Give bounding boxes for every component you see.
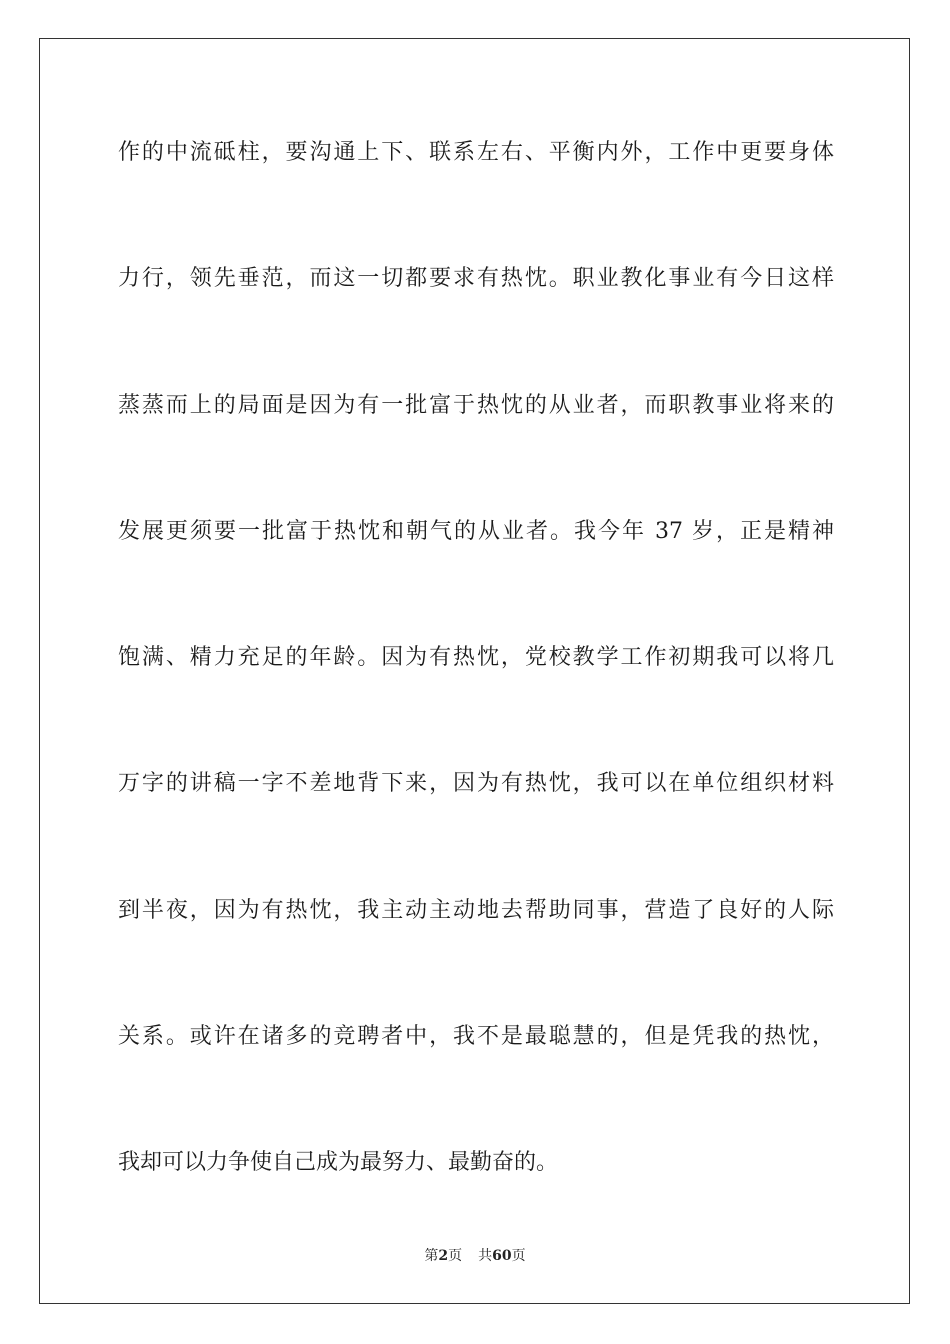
page-suffix: 页 bbox=[448, 1248, 463, 1264]
text-line-5: 饱满、精力充足的年龄。因为有热忱，党校教学工作初期我可以将几 bbox=[118, 645, 834, 671]
total-prefix: 共 bbox=[478, 1248, 493, 1264]
text-line-3: 蒸蒸而上的局面是因为有一批富于热忱的从业者，而职教事业将来的 bbox=[118, 392, 834, 418]
text-line-6: 万字的讲稿一字不差地背下来，因为有热忱，我可以在单位组织材料 bbox=[118, 771, 834, 797]
text-line-7: 到半夜，因为有热忱，我主动主动地去帮助同事，营造了良好的人际 bbox=[118, 897, 834, 923]
text-line-8: 关系。或许在诸多的竞聘者中，我不是最聪慧的，但是凭我的热忱， bbox=[118, 1024, 834, 1050]
page-footer bbox=[0, 1246, 950, 1266]
text-line-4: 发展更须要一批富于热忱和朝气的从业者。我今年 37 岁，正是精神 bbox=[118, 518, 834, 544]
text-line-9: 我却可以力争使自己成为最努力、最勤奋的。 bbox=[118, 1150, 559, 1176]
text-line-2: 力行，领先垂范，而这一切都要求有热忱。职业教化事业有今日这样 bbox=[118, 266, 834, 292]
total-pages: 60 bbox=[492, 1248, 512, 1264]
text-line-1: 作的中流砥柱，要沟通上下、联系左右、平衡内外，工作中更要身体 bbox=[118, 140, 834, 165]
document-body bbox=[118, 125, 834, 1262]
total-suffix: 页 bbox=[511, 1248, 526, 1264]
page-prefix: 第 bbox=[424, 1248, 439, 1264]
page-number: 2 bbox=[438, 1248, 449, 1264]
